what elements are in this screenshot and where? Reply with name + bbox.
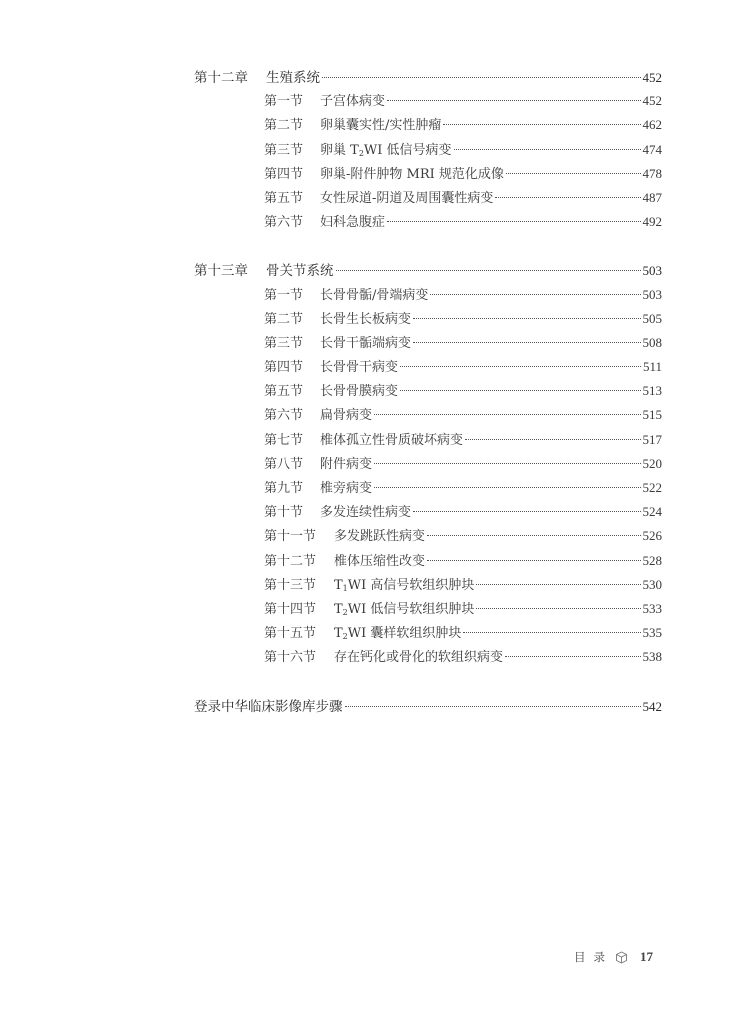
page-footer — [574, 949, 653, 965]
section-title: 存在钙化或骨化的软组织病变 — [334, 650, 504, 666]
section-number: 第一节 — [264, 94, 304, 110]
section-number: 第四节 — [264, 166, 304, 182]
section-title: 长骨干骺端病变 — [320, 335, 412, 351]
page-number: 503 — [642, 263, 662, 279]
section-number: 第五节 — [264, 384, 304, 400]
dot-leader — [374, 486, 640, 488]
toc-section[interactable] — [194, 114, 662, 138]
page-number: 462 — [642, 117, 662, 133]
dot-leader — [443, 123, 640, 125]
page-number: 474 — [642, 141, 662, 157]
section-number: 第四节 — [264, 360, 304, 376]
section-number: 第三节 — [264, 335, 304, 351]
toc-section[interactable] — [194, 356, 662, 380]
page-number: 515 — [642, 407, 662, 423]
section-number: 第二节 — [264, 311, 304, 327]
section-title: 女性尿道-阴道及周围囊性病变 — [320, 190, 494, 206]
section-number: 第七节 — [264, 432, 304, 448]
section-number: 第九节 — [264, 481, 304, 496]
page-number: 452 — [642, 70, 662, 85]
page-number: 535 — [642, 625, 662, 641]
page-number: 538 — [642, 649, 662, 665]
section-title: 长骨生长板病变 — [320, 311, 412, 327]
page-number: 530 — [642, 576, 662, 592]
section-title — [334, 598, 474, 617]
section-number: 第十节 — [264, 505, 304, 521]
dot-leader — [427, 534, 640, 536]
section-title — [320, 139, 452, 158]
subscript: 2 — [342, 607, 348, 617]
section-number: 第六节 — [264, 408, 304, 424]
toc-section[interactable] — [194, 598, 662, 622]
toc-section[interactable] — [194, 163, 662, 187]
section-title: 长骨骨膜病变 — [320, 384, 399, 400]
dot-leader — [413, 317, 640, 319]
dot-leader — [454, 148, 641, 150]
spacer — [194, 671, 662, 695]
dot-leader — [413, 341, 640, 343]
chapter-title: 生殖系统 — [266, 70, 320, 86]
title-part: T — [334, 601, 343, 617]
section-title: 多发跳跃性病变 — [334, 529, 426, 545]
title-part: T — [334, 577, 343, 593]
table-of-contents — [194, 66, 662, 719]
dot-leader — [476, 583, 640, 585]
toc-section[interactable] — [194, 429, 662, 453]
toc-section[interactable] — [194, 550, 662, 574]
toc-section[interactable] — [194, 622, 662, 646]
section-number: 第六节 — [264, 215, 304, 231]
section-number: 第十五节 — [264, 626, 317, 642]
page-number: 487 — [642, 189, 662, 205]
dot-leader — [427, 559, 640, 561]
section-title: 多发连续性病变 — [320, 505, 412, 521]
section-number: 第十二节 — [264, 553, 317, 569]
section-title: 长骨骨干病变 — [320, 360, 399, 376]
page-number: 513 — [642, 383, 662, 399]
toc-chapter-12[interactable] — [194, 66, 662, 90]
footer-label: 目录 — [574, 950, 613, 964]
dot-leader — [506, 172, 641, 174]
page-number: 522 — [642, 480, 662, 495]
toc-section[interactable] — [194, 501, 662, 525]
page-number: 526 — [642, 528, 662, 544]
dot-leader — [387, 99, 640, 101]
chapter-number: 第十二章 — [194, 70, 248, 86]
section-title: 卵巢囊实性/实性肿瘤 — [320, 118, 442, 134]
dot-leader — [463, 631, 640, 633]
page-number: 508 — [642, 334, 662, 350]
section-number: 第八节 — [264, 456, 304, 472]
title-part: WI 囊样软组织肿块 — [347, 626, 462, 642]
section-number: 第三节 — [264, 142, 304, 158]
dot-leader — [430, 293, 640, 295]
section-title: 卵巢-附件肿物 MRI 规范化成像 — [320, 166, 504, 182]
section-title: 椎体压缩性改变 — [334, 553, 426, 569]
page-number: 542 — [642, 698, 662, 714]
toc-chapter-13[interactable] — [194, 259, 662, 283]
section-number: 第二节 — [264, 118, 304, 134]
section-number: 第十四节 — [264, 601, 317, 617]
page-number: 520 — [642, 455, 662, 471]
subscript: 1 — [342, 583, 348, 593]
dot-leader — [387, 220, 640, 222]
dot-leader — [336, 269, 641, 271]
toc-section[interactable] — [194, 211, 662, 235]
subscript: 2 — [342, 632, 348, 642]
section-number: 第十六节 — [264, 650, 317, 666]
page-number: 524 — [642, 504, 662, 520]
toc-section[interactable] — [194, 139, 662, 163]
section-title — [334, 574, 474, 593]
dot-leader — [495, 196, 640, 198]
page-number: 492 — [642, 214, 662, 230]
toc-section[interactable] — [194, 308, 662, 332]
dot-leader — [465, 438, 640, 440]
section-title: 妇科急腹症 — [320, 215, 386, 231]
chapter-number: 第十三章 — [194, 263, 248, 280]
dot-leader — [476, 607, 640, 609]
section-number: 第十三节 — [264, 577, 317, 593]
section-title: 扁骨病变 — [320, 408, 373, 424]
dot-leader — [413, 510, 640, 512]
toc-section[interactable] — [194, 453, 662, 477]
title-part: WI 低信号软组织肿块 — [347, 601, 475, 617]
toc-section[interactable] — [194, 404, 662, 428]
dot-leader — [400, 365, 641, 367]
page-number: 528 — [642, 552, 662, 568]
dot-leader — [322, 76, 641, 78]
toc-section[interactable] — [194, 380, 662, 404]
section-title: 子宫体病变 — [320, 94, 386, 110]
section-title: 椎旁病变 — [320, 481, 373, 496]
title-part: T — [334, 626, 343, 642]
section-title: 附件病变 — [320, 456, 373, 472]
cube-icon — [615, 951, 628, 964]
toc-section[interactable] — [194, 646, 662, 670]
toc-section[interactable] — [194, 187, 662, 211]
dot-leader — [374, 462, 640, 464]
page-number: 452 — [642, 93, 662, 109]
dot-leader — [374, 413, 640, 415]
toc-section[interactable] — [194, 332, 662, 356]
page-number: 17 — [640, 949, 653, 964]
toc-section[interactable] — [194, 574, 662, 598]
subscript: 2 — [358, 148, 364, 158]
section-title: 长骨骨骺/骨端病变 — [320, 287, 429, 303]
section-number: 第五节 — [264, 190, 304, 206]
section-number: 第十一节 — [264, 529, 317, 545]
page-number: 505 — [642, 310, 662, 326]
section-title: 椎体孤立性骨质破坏病变 — [320, 432, 464, 448]
page-number: 478 — [642, 165, 662, 181]
toc-appendix[interactable] — [194, 695, 662, 719]
toc-section[interactable] — [194, 477, 662, 501]
toc-section[interactable] — [194, 90, 662, 114]
spacer — [194, 235, 662, 259]
dot-leader — [345, 705, 641, 707]
page-number: 517 — [642, 431, 662, 447]
title-part: 卵巢 T — [320, 142, 359, 158]
appendix-title: 登录中华临床影像库步骤 — [194, 698, 343, 715]
dot-leader — [505, 655, 640, 657]
page-number: 503 — [642, 286, 662, 302]
title-part: WI 低信号病变 — [363, 142, 452, 158]
section-title — [334, 622, 461, 641]
section-number: 第一节 — [264, 287, 304, 303]
page-number: 511 — [642, 359, 662, 375]
chapter-title: 骨关节系统 — [266, 263, 334, 280]
page-number: 533 — [642, 600, 662, 616]
toc-section[interactable] — [194, 525, 662, 549]
dot-leader — [400, 389, 640, 391]
title-part: WI 高信号软组织肿块 — [347, 577, 475, 593]
toc-section[interactable] — [194, 284, 662, 308]
